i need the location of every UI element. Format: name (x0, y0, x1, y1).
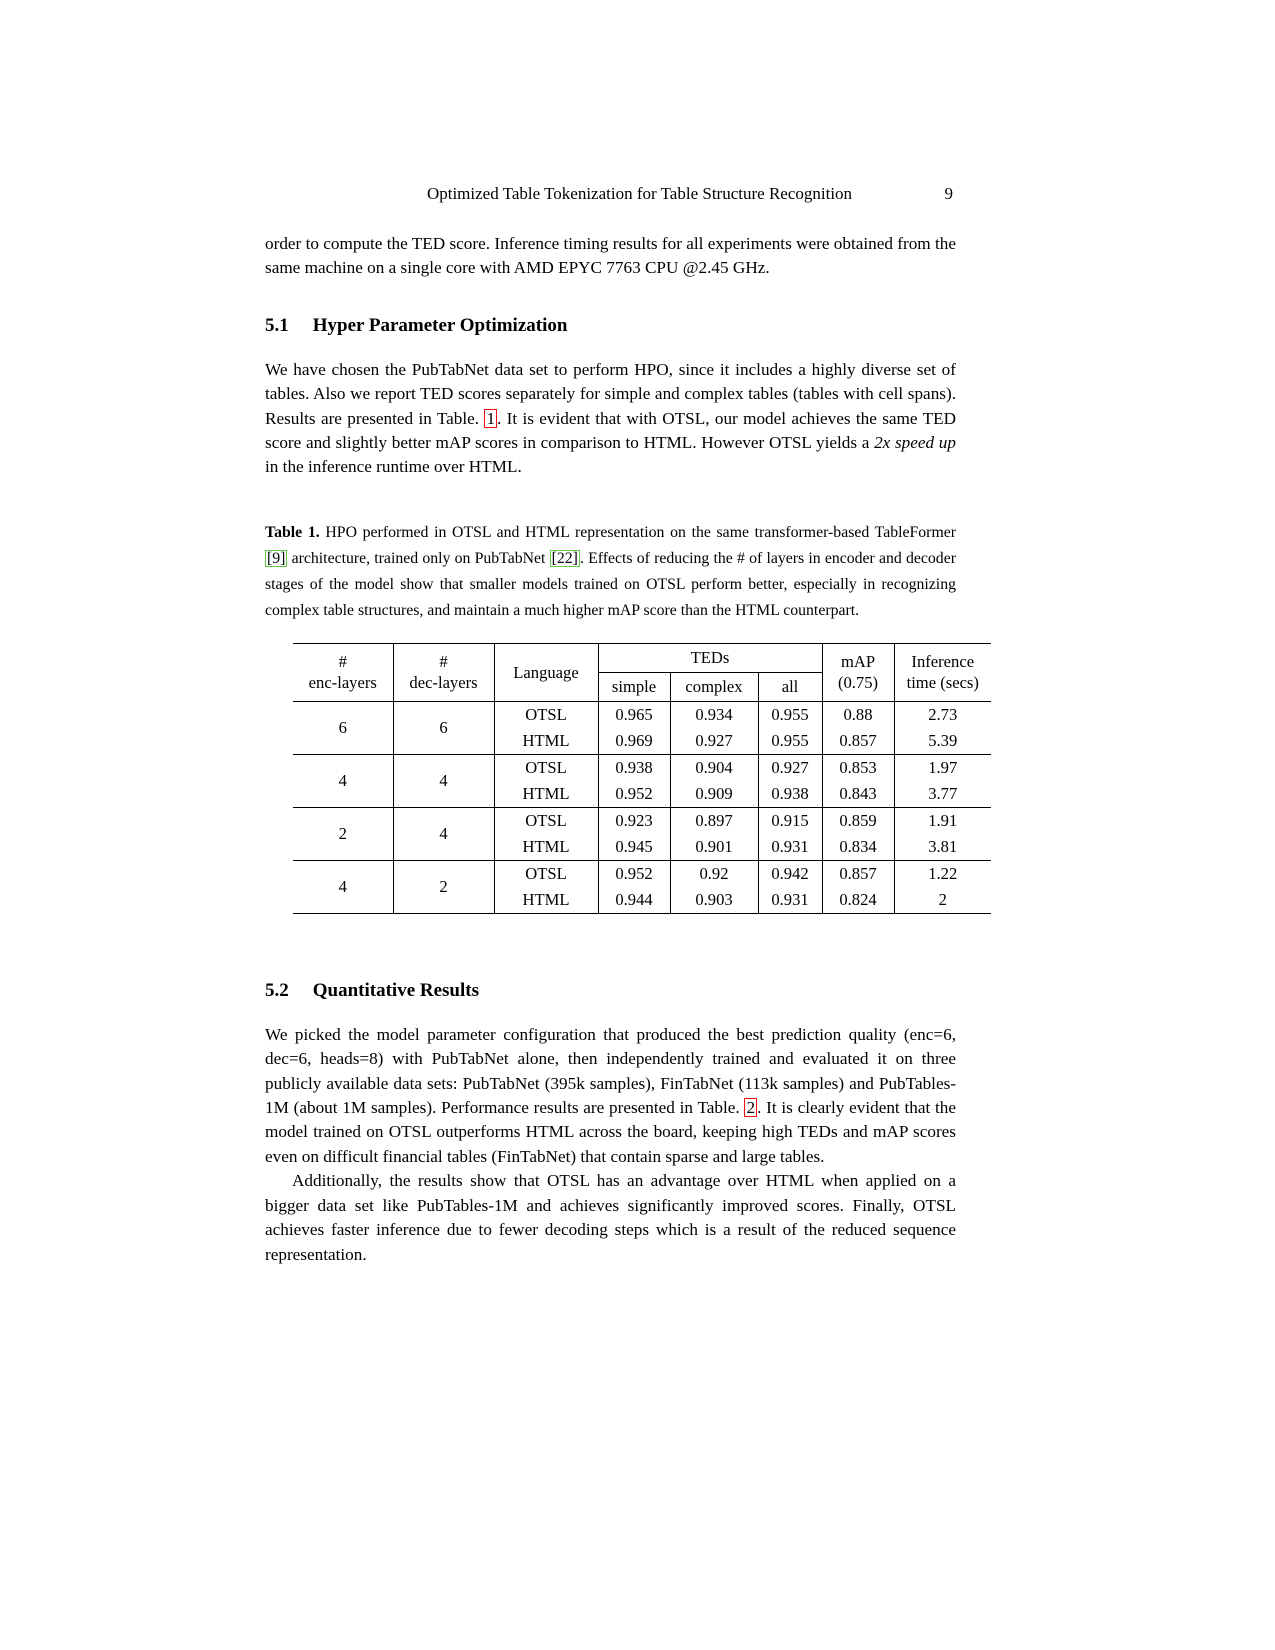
map-cell: 0.843 (822, 781, 894, 808)
caption-text: architecture, trained only on PubTabNet (287, 549, 550, 567)
teds-all-cell: 0.942 (758, 860, 822, 887)
teds-simple-cell: 0.945 (598, 834, 670, 861)
col-header-language: Language (494, 643, 598, 701)
teds-all-cell: 0.955 (758, 701, 822, 728)
teds-all-cell: 0.915 (758, 807, 822, 834)
section-title: Quantitative Results (312, 979, 479, 1001)
teds-simple-cell: 0.944 (598, 887, 670, 914)
citation-22-link[interactable]: [22] (551, 549, 578, 567)
inference-time-cell: 2 (894, 887, 991, 914)
teds-all-cell: 0.955 (758, 728, 822, 755)
map-cell: 0.824 (822, 887, 894, 914)
table-row (293, 807, 991, 834)
language-cell: HTML (494, 887, 598, 914)
enc-layers-cell: 6 (293, 701, 393, 754)
table-1-reference-link[interactable]: 1 (486, 408, 496, 428)
paragraph-text: We picked the model parameter configuration that produced the best prediction quality (enc=6, dec=6, heads=8) with PubTabNet alone, then independently trained and evaluated it on three publicly available data sets: PubTabNet (395k samples), FinTabNet (113k samples) and PubTables-1M (about 1M samples). Performance results are presented in Table. (265, 1024, 956, 1118)
teds-complex-cell: 0.909 (670, 781, 758, 808)
paragraph-text: We have chosen the PubTabNet data set to perform HPO, since it includes a highly diverse set of tables. Also we report TED scores separately for simple and complex tables (tables with cell spans). Results are presented in Table. (265, 359, 956, 428)
map-cell: 0.857 (822, 728, 894, 755)
enc-layers-cell: 2 (293, 807, 393, 860)
running-header-title: Optimized Table Tokenization for Table Structure Recognition (426, 184, 853, 203)
col-header-dec-layers: # dec-layers (393, 643, 494, 701)
running-header (265, 184, 956, 206)
teds-simple-cell: 0.923 (598, 807, 670, 834)
table-row (293, 754, 991, 781)
language-cell: HTML (494, 728, 598, 755)
teds-all-cell: 0.927 (758, 754, 822, 781)
col-header-enc-layers: # enc-layers (293, 643, 393, 701)
teds-complex-cell: 0.927 (670, 728, 758, 755)
col-header-all: all (758, 672, 822, 701)
col-header-map: mAP (0.75) (822, 643, 894, 701)
page-number: 9 (944, 184, 953, 203)
col-header-simple: simple (598, 672, 670, 701)
caption-text: . Effects of reducing the # of layers in encoder and decoder stages of the model show that smaller models trained on OTSL perform better, especially in recognizing complex table structures, and maintain a much higher mAP score than the HTML counterpart. (265, 549, 956, 619)
language-cell: HTML (494, 834, 598, 861)
map-cell: 0.88 (822, 701, 894, 728)
teds-complex-cell: 0.897 (670, 807, 758, 834)
inference-time-cell: 2.73 (894, 701, 991, 728)
map-cell: 0.853 (822, 754, 894, 781)
section-5-2-paragraph-1 (265, 1023, 956, 1169)
map-cell: 0.859 (822, 807, 894, 834)
teds-all-cell: 0.938 (758, 781, 822, 808)
section-heading-5-2 (265, 980, 956, 1002)
table-1-wrapper (293, 643, 991, 914)
col-header-complex: complex (670, 672, 758, 701)
results-table (293, 643, 991, 914)
section-5-1-paragraph (265, 358, 956, 480)
section-number: 5.2 (265, 979, 289, 1001)
caption-text: HPO performed in OTSL and HTML representation on the same transformer-based TableFormer (319, 523, 957, 541)
teds-simple-cell: 0.952 (598, 781, 670, 808)
teds-simple-cell: 0.938 (598, 754, 670, 781)
section-5-2-paragraph-2: Additionally, the results show that OTSL has an advantage over HTML when applied on a bigger data set like PubTables-1M and achieves significantly improved scores. Finally, OTSL achieves faster inference due to fewer decoding steps which is a result of the reduced sequence representation. (265, 1171, 956, 1264)
dec-layers-cell: 2 (393, 860, 494, 913)
teds-complex-cell: 0.901 (670, 834, 758, 861)
teds-complex-cell: 0.92 (670, 860, 758, 887)
inference-time-cell: 3.77 (894, 781, 991, 808)
inference-time-cell: 1.22 (894, 860, 991, 887)
dec-layers-cell: 6 (393, 701, 494, 754)
inference-time-cell: 1.91 (894, 807, 991, 834)
table-row (293, 701, 991, 728)
enc-layers-cell: 4 (293, 860, 393, 913)
teds-all-cell: 0.931 (758, 887, 822, 914)
language-cell: OTSL (494, 860, 598, 887)
col-header-inference-time: Inference time (secs) (894, 643, 991, 701)
inference-time-cell: 3.81 (894, 834, 991, 861)
table-2-reference-link[interactable]: 2 (746, 1098, 756, 1118)
inference-time-cell: 5.39 (894, 728, 991, 755)
language-cell: HTML (494, 781, 598, 808)
col-header-teds: TEDs (598, 643, 822, 672)
language-cell: OTSL (494, 701, 598, 728)
page-content (265, 184, 979, 1267)
paragraph-text: . It is clearly evident that the model trained on OTSL outperforms HTML across the board, keeping high TEDs and mAP scores even on difficult financial tables (FinTabNet) that contain sparse and large tables. (265, 1098, 957, 1166)
italic-phrase: 2x speed up (874, 433, 956, 453)
teds-complex-cell: 0.903 (670, 887, 758, 914)
map-cell: 0.857 (822, 860, 894, 887)
language-cell: OTSL (494, 754, 598, 781)
teds-simple-cell: 0.952 (598, 860, 670, 887)
teds-complex-cell: 0.934 (670, 701, 758, 728)
language-cell: OTSL (494, 807, 598, 834)
section-heading-5-1 (265, 315, 956, 337)
teds-simple-cell: 0.969 (598, 728, 670, 755)
paragraph-text: . It is evident that with OTSL, our model achieves the same TED score and slightly better mAP scores in comparison to HTML. However OTSL yields a (265, 408, 956, 453)
enc-layers-cell: 4 (293, 754, 393, 807)
dec-layers-cell: 4 (393, 754, 494, 807)
caption-label: Table 1. (265, 523, 320, 541)
teds-simple-cell: 0.965 (598, 701, 670, 728)
table-row (293, 860, 991, 887)
intro-paragraph: order to compute the TED score. Inference timing results for all experiments were obtained from the same machine on a single core with AMD EPYC 7763 CPU @2.45 GHz. (265, 234, 956, 278)
map-cell: 0.834 (822, 834, 894, 861)
section-number: 5.1 (265, 314, 289, 336)
section-title: Hyper Parameter Optimization (312, 314, 568, 336)
paragraph-text: in the inference runtime over HTML. (265, 457, 522, 477)
inference-time-cell: 1.97 (894, 754, 991, 781)
dec-layers-cell: 4 (393, 807, 494, 860)
teds-complex-cell: 0.904 (670, 754, 758, 781)
citation-9-link[interactable]: [9] (267, 549, 286, 567)
table-1-caption (265, 520, 956, 624)
teds-all-cell: 0.931 (758, 834, 822, 861)
